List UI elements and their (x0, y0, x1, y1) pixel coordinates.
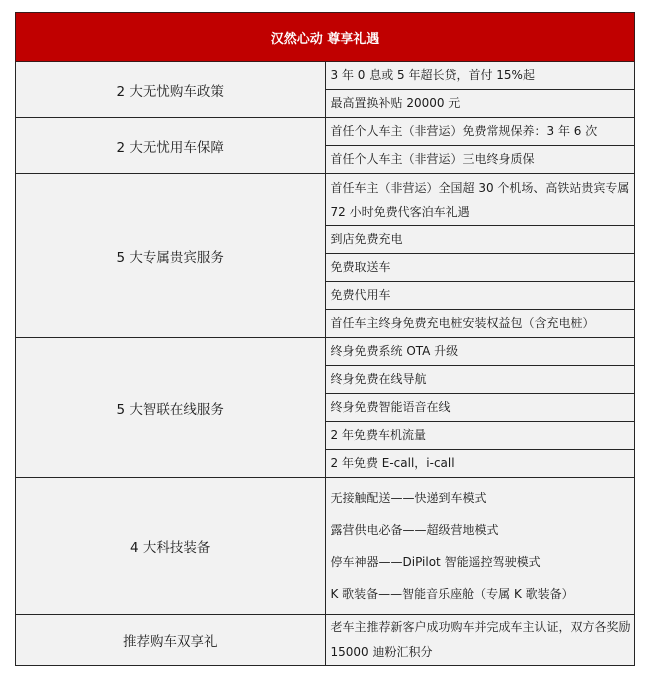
table-row (16, 338, 635, 366)
table-header-row (16, 13, 635, 62)
benefit-item: 终身免费系统 OTA 升级 (325, 338, 635, 366)
benefit-item: 终身免费智能语音在线 (325, 394, 635, 422)
benefit-item: 露营供电必备——超级营地模式 (330, 523, 499, 537)
benefit-item: 终身免费在线导航 (325, 366, 635, 394)
benefit-item: 停车神器——DiPilot 智能遥控驾驶模式 (330, 555, 541, 569)
category-connected-service: 5 大智联在线服务 (16, 338, 326, 478)
table-title: 汉然心动 尊享礼遇 (16, 13, 635, 62)
benefit-item: 首任车主终身免费充电桩安装权益包（含充电桩） (325, 310, 635, 338)
benefit-item-list (325, 478, 635, 615)
category-usage-guarantee: 2 大无忧用车保障 (16, 118, 326, 174)
benefit-item: 免费取送车 (325, 254, 635, 282)
benefit-item: 老车主推荐新客户成功购车并完成车主认证，双方各奖励 15000 迪粉汇积分 (325, 615, 635, 666)
table-row (16, 478, 635, 615)
table-row (16, 174, 635, 226)
table-row (16, 118, 635, 146)
benefit-item: 免费代用车 (325, 282, 635, 310)
benefits-table (15, 12, 635, 666)
benefit-item: 2 年免费 E-call，i-call (325, 450, 635, 478)
category-purchase-policy: 2 大无忧购车政策 (16, 62, 326, 118)
category-tech-equipment: 4 大科技装备 (16, 478, 326, 615)
table-row (16, 62, 635, 90)
table-row (16, 615, 635, 666)
benefit-item: 无接触配送——快递到车模式 (330, 491, 487, 505)
benefit-item: 2 年免费车机流量 (325, 422, 635, 450)
benefit-item: 3 年 0 息或 5 年超长贷，首付 15%起 (325, 62, 635, 90)
benefit-item: 首任个人车主（非营运）三电终身质保 (325, 146, 635, 174)
benefit-item: 到店免费充电 (325, 226, 635, 254)
category-referral-gift: 推荐购车双享礼 (16, 615, 326, 666)
category-vip-service: 5 大专属贵宾服务 (16, 174, 326, 338)
benefit-item: 首任车主（非营运）全国超 30 个机场、高铁站贵宾专属 72 小时免费代客泊车礼遇 (325, 174, 635, 226)
benefit-item: 首任个人车主（非营运）免费常规保养：3 年 6 次 (325, 118, 635, 146)
benefit-item: 最高置换补贴 20000 元 (325, 90, 635, 118)
benefit-item: K 歌装备——智能音乐座舱（专属 K 歌装备） (330, 587, 574, 601)
